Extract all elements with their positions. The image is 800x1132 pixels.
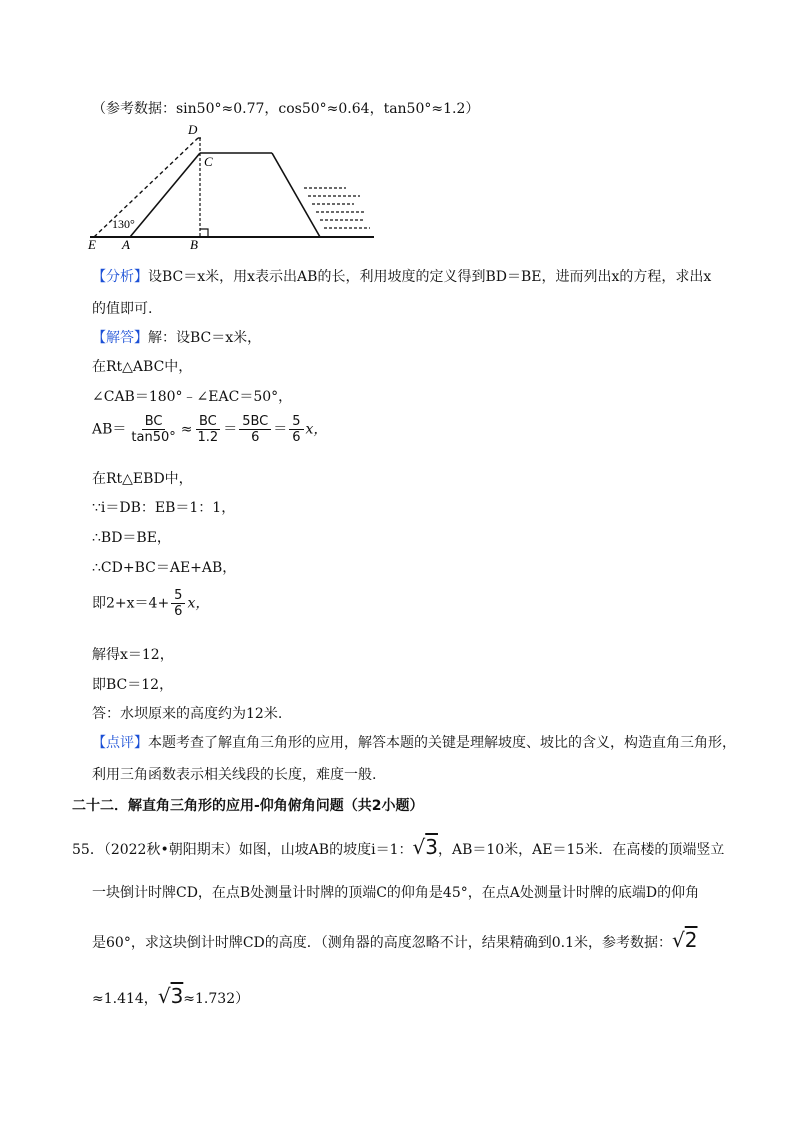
solution-line-6: ∴CD+BC＝AE+AB， — [92, 560, 237, 576]
eq-lhs: AB＝ — [92, 421, 127, 438]
solution-line-4: ∵i＝DB：EB＝1：1， — [92, 500, 236, 516]
eq-frac-2: $\frac{BC}{1.2}$ — [197, 414, 219, 445]
label-D: D — [188, 122, 198, 137]
water-lines — [304, 188, 370, 228]
reference-data: （参考数据：sin50°≈0.77，cos50°≈0.64，tan50°≈1.2） — [92, 101, 480, 117]
problem-55-line-1: 55．（2022秋•朝阳期末）如图，山坡AB的坡度i＝1：√3，AB＝10米，AE＝15米．在高楼的顶端竖立 — [72, 835, 725, 859]
label-B: B — [190, 237, 198, 250]
solution-equation-ab: AB＝ $\frac{BC}{\tan 50^\circ}$ ≈ $\frac{BC}{1.2}$ ＝ $\frac{5BC}{6}$ ＝ $\frac{5}{6}$ x， — [92, 414, 328, 445]
analysis-line-1 — [92, 266, 711, 286]
sqrt-3: √3 — [412, 835, 438, 859]
section-title: 二十二．解直角三角形的应用-仰角俯角问题（共2小题） — [72, 798, 424, 814]
analysis-tag: 【分析】 — [92, 269, 148, 285]
slope-AC — [130, 153, 200, 237]
label-C: C — [204, 154, 213, 169]
solution-line-2: ∠CAB＝180°﹣∠EAC＝50°， — [92, 389, 293, 405]
solution-equation-2: 即2+x＝4+ $\frac{5}{6}$ x， — [92, 588, 210, 619]
comment-line-1 — [92, 732, 736, 752]
sqrt-3-b: √3 — [157, 984, 184, 1008]
problem-55-line-2: 一块倒计时牌CD，在点B处测量计时牌的顶端C的仰角是45°，在点A处测量计时牌的底端D的仰角 — [92, 885, 700, 901]
problem-55-line-4: ≈1.414，√3≈1.732） — [92, 984, 250, 1008]
label-angle: 130° — [112, 217, 135, 231]
eq-frac-4: $\frac{5}{6}$ — [289, 414, 303, 445]
comment-line-2: 利用三角函数表示相关线段的长度，难度一般. — [92, 767, 377, 783]
comment-text-1: 本题考查了解直角三角形的应用，解答本题的关键是理解坡度、坡比的含义，构造直角三角形， — [148, 735, 736, 751]
solution-tag: 【解答】 — [92, 330, 148, 346]
comment-tag: 【点评】 — [92, 735, 148, 751]
label-E: E — [88, 237, 96, 250]
solution-line-7: 解得x＝12， — [92, 647, 174, 663]
eq2-frac: $\frac{5}{6}$ — [171, 588, 185, 619]
label-A: A — [122, 237, 130, 250]
solution-line-5: ∴BD＝BE， — [92, 530, 171, 546]
eq-frac-3: $\frac{5BC}{6}$ — [239, 414, 271, 445]
solution-answer: 答：水坝原来的高度约为12米. — [92, 706, 283, 722]
analysis-line-2: 的值即可. — [92, 301, 153, 317]
sqrt-2: √2 — [672, 928, 698, 952]
solution-line-8: 即BC＝12， — [92, 677, 174, 693]
eq-frac-1: $\frac{BC}{\tan 50^\circ}$ — [131, 414, 176, 445]
right-angle-mark — [200, 229, 208, 237]
solution-line-3: 在Rt△EBD中， — [92, 471, 193, 487]
slope-right — [272, 153, 320, 237]
solution-line-1: 在Rt△ABC中， — [92, 359, 193, 375]
dashed-ED — [94, 138, 198, 237]
eq-approx: ≈ — [180, 421, 193, 438]
solution-intro-text: 解：设BC＝x米， — [148, 330, 262, 346]
problem-55-line-3: 是60°，求这块倒计时牌CD的高度．（测角器的高度忽略不计，结果精确到0.1米，参考数据：√2 — [92, 928, 698, 952]
dam-figure — [86, 120, 386, 250]
solution-intro — [92, 327, 261, 347]
analysis-text-1: 设BC＝x米，用x表示出AB的长，利用坡度的定义得到BD＝BE，进而列出x的方程，求出x — [148, 269, 712, 285]
